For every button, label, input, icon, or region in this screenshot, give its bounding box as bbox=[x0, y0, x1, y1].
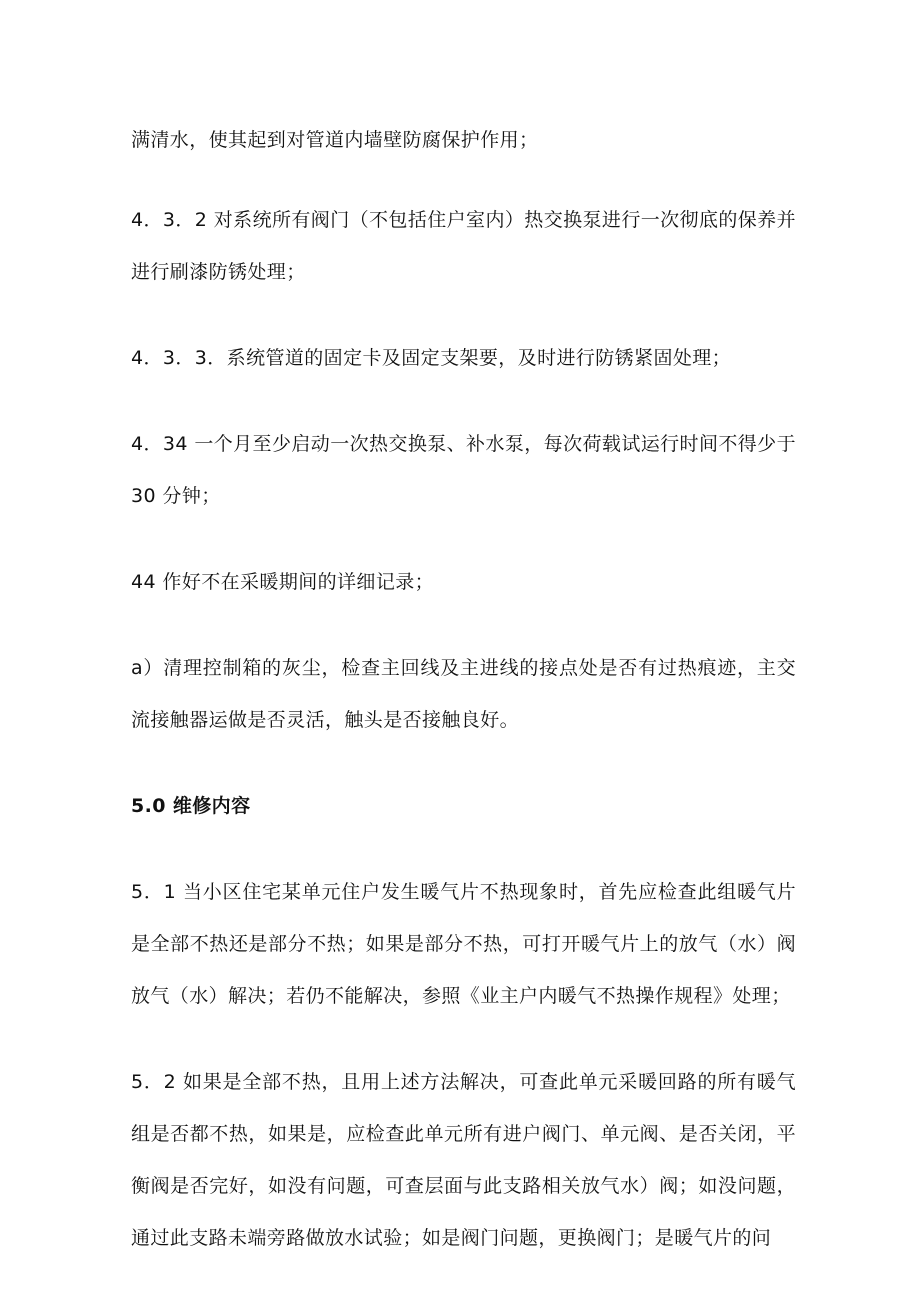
paragraph-5-2: 5．2 如果是全部不热，且用上述方法解决，可查此单元采暖回路的所有暖气组是否都不热，如果是，应检查此单元所有进户阀门、单元阀、是否关闭，平衡阀是否完好，如没有问题，可查层面与此支路相关放气水）阀；如没问题，通过此支路未端旁路做放水试验；如是阀门问题，更换阀门；是暖气片的问 bbox=[131, 1071, 796, 1249]
paragraph-4-3-2: 4．3．2 对系统所有阀门（不包括住户室内）热交换泵进行一次彻底的保养并进行刷漆防锈处理； bbox=[131, 209, 796, 283]
paragraph-4-3-3: 4．3．3．系统管道的固定卡及固定支架要，及时进行防锈紧固处理； bbox=[131, 347, 732, 369]
section-heading-maintenance: 5.0 维修内容 bbox=[131, 795, 251, 817]
paragraph-4-3-4: 4．34 一个月至少启动一次热交换泵、补水泵，每次荷载试运行时间不得少于 30 分钟； bbox=[131, 433, 803, 507]
paragraph-5-1: 5．1 当小区住宅某单元住户发生暖气片不热现象时，首先应检查此组暖气片是全部不热还是部分不热；如果是部分不热，可打开暖气片上的放气（水）阀放气（水）解决；若仍不能解决，参照《业主户内暖气不热操作规程》处理； bbox=[131, 881, 796, 1007]
document-body bbox=[131, 114, 803, 1298]
paragraph-a: a）清理控制箱的灰尘，检查主回线及主进线的接点处是否有过热痕迹，主交流接触器运做是否灵活，触头是否接触良好。 bbox=[131, 657, 796, 731]
paragraph-4-4: 44 作好不在采暖期间的详细记录； bbox=[131, 571, 435, 593]
paragraph-flush-water: 满清水，使其起到对管道内墙壁防腐保护作用； bbox=[131, 129, 539, 151]
